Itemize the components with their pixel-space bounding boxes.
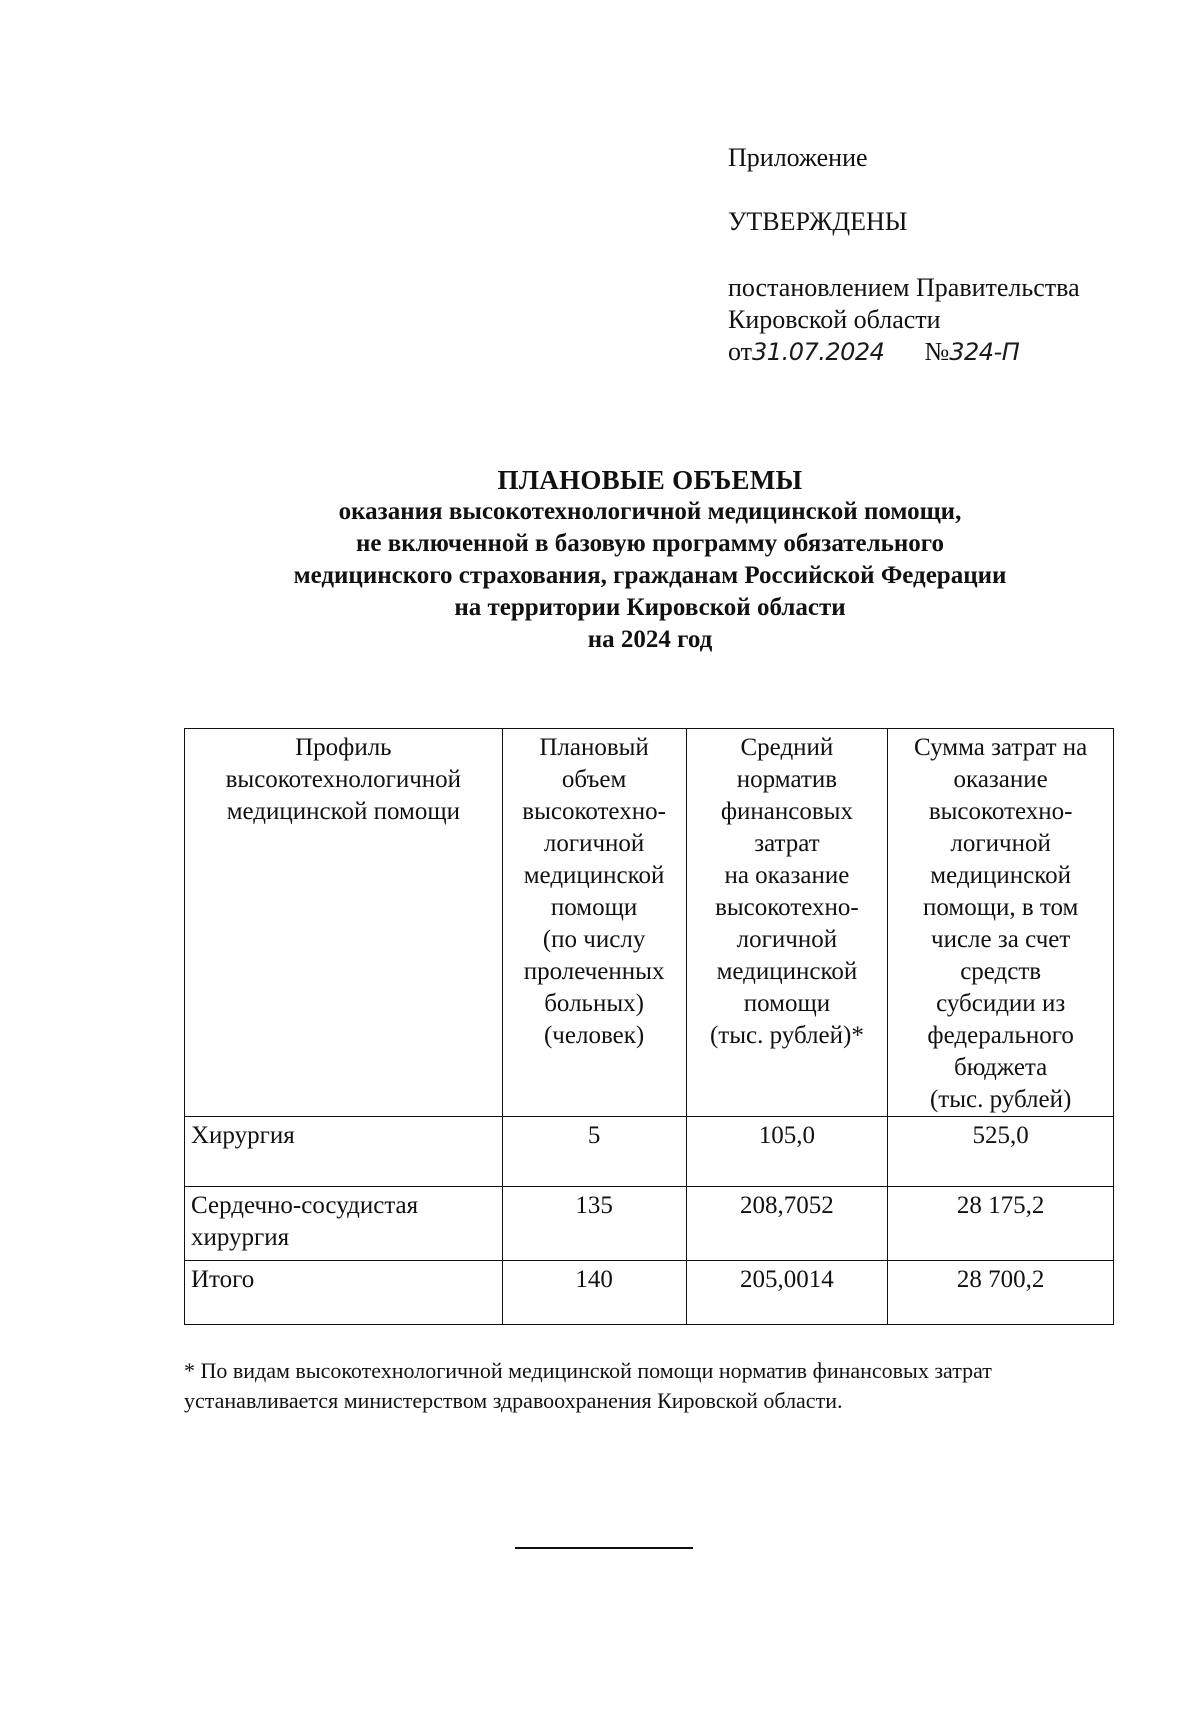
cell-volume: 140 [502, 1261, 686, 1325]
header-line: (тыс. рублей) [929, 1086, 1072, 1113]
header-line: федерального [927, 1022, 1074, 1049]
document-title [150, 464, 1150, 656]
table-header-row [185, 729, 1114, 1117]
header-line: медицинской [930, 862, 1071, 889]
header-line: Профиль [295, 734, 392, 761]
header-line: пролеченных [523, 958, 665, 985]
cell-volume: 5 [502, 1117, 686, 1187]
header-line: финансовых [720, 798, 853, 825]
volumes-table [184, 728, 1114, 1325]
title-line-2: не включенной в базовую программу обязательного [356, 530, 944, 557]
cell-sum: 28 700,2 [888, 1261, 1114, 1325]
header-line: медицинской [716, 958, 858, 985]
title-line-3: медицинского страхования, гражданам Российской Федерации [293, 562, 1007, 589]
header-line: (человек) [543, 1022, 645, 1049]
header-line: логичной [736, 926, 838, 953]
cell-volume: 135 [502, 1187, 686, 1261]
header-volume [502, 729, 686, 1117]
table-row [185, 1187, 1114, 1261]
cell-sum: 28 175,2 [888, 1187, 1114, 1261]
header-line: высокотехно- [715, 894, 859, 921]
title-line-1: оказания высокотехнологичной медицинской помощи, [338, 498, 962, 525]
cell-profile: Сердечно-сосудистая хирургия [185, 1187, 503, 1261]
header-line: (по числу [542, 926, 646, 953]
header-line: высокотехнологичной [225, 766, 462, 793]
cell-profile: Итого [185, 1261, 503, 1325]
title-line-4: на территории Кировской области [454, 594, 846, 621]
header-line: логичной [950, 830, 1051, 857]
header-line: оказание [953, 766, 1048, 793]
header-line: Сумма затрат на [914, 734, 1088, 761]
header-norm [686, 729, 888, 1117]
header-line: Плановый [539, 734, 649, 761]
header-line: числе за счет [931, 926, 1071, 953]
cell-profile: Хирургия [185, 1117, 503, 1187]
header-line: высокотехно- [928, 798, 1073, 825]
cell-norm: 105,0 [686, 1117, 888, 1187]
title-main: ПЛАНОВЫЕ ОБЪЕМЫ [497, 465, 803, 495]
header-line: медицинской [523, 862, 665, 889]
header-line: помощи, в том [922, 894, 1079, 921]
footnote: * По видам высокотехнологичной медицинской помощи норматив финансовых затрат устанавливается министерством здравоохранения Кировской области. [184, 1358, 992, 1413]
header-sum [888, 729, 1114, 1117]
cell-norm: 208,7052 [686, 1187, 888, 1261]
header-line: субсидии из [936, 990, 1066, 1017]
number-prefix: № [924, 337, 950, 366]
header-line: медицинской помощи [226, 798, 460, 825]
header-line: норматив [736, 766, 838, 793]
date-prefix: от [728, 337, 753, 366]
decree-label: постановлением Правительства [728, 273, 1080, 302]
header-line: помощи [550, 894, 638, 921]
header-line: помощи [743, 990, 831, 1017]
approved-label: УТВЕРЖДЕНЫ [728, 207, 908, 236]
header-line: бюджета [954, 1054, 1048, 1081]
title-line-5: на 2024 год [587, 626, 713, 653]
header-line: средств [960, 958, 1042, 985]
header-profile [185, 729, 503, 1117]
header-line: больных) [544, 990, 644, 1017]
cell-norm: 205,0014 [686, 1261, 888, 1325]
header-line: затрат [754, 830, 820, 857]
header-line: объем [561, 766, 627, 793]
appendix-label: Приложение [728, 143, 868, 172]
region-label: Кировской области [728, 305, 941, 334]
header-line: логичной [543, 830, 645, 857]
header-line: (тыс. рублей)* [709, 1022, 864, 1049]
table-total-row [185, 1261, 1114, 1325]
header-line: на оказание [724, 862, 850, 889]
header-line: высокотехно- [522, 798, 666, 825]
cell-sum: 525,0 [888, 1117, 1114, 1187]
decree-date-line [728, 336, 1019, 368]
end-divider [515, 1547, 693, 1549]
decree-date: 31.07.2024 [752, 338, 885, 366]
header-line: Средний [740, 734, 834, 761]
decree-number: 324-П [949, 338, 1020, 366]
table-row [185, 1117, 1114, 1187]
